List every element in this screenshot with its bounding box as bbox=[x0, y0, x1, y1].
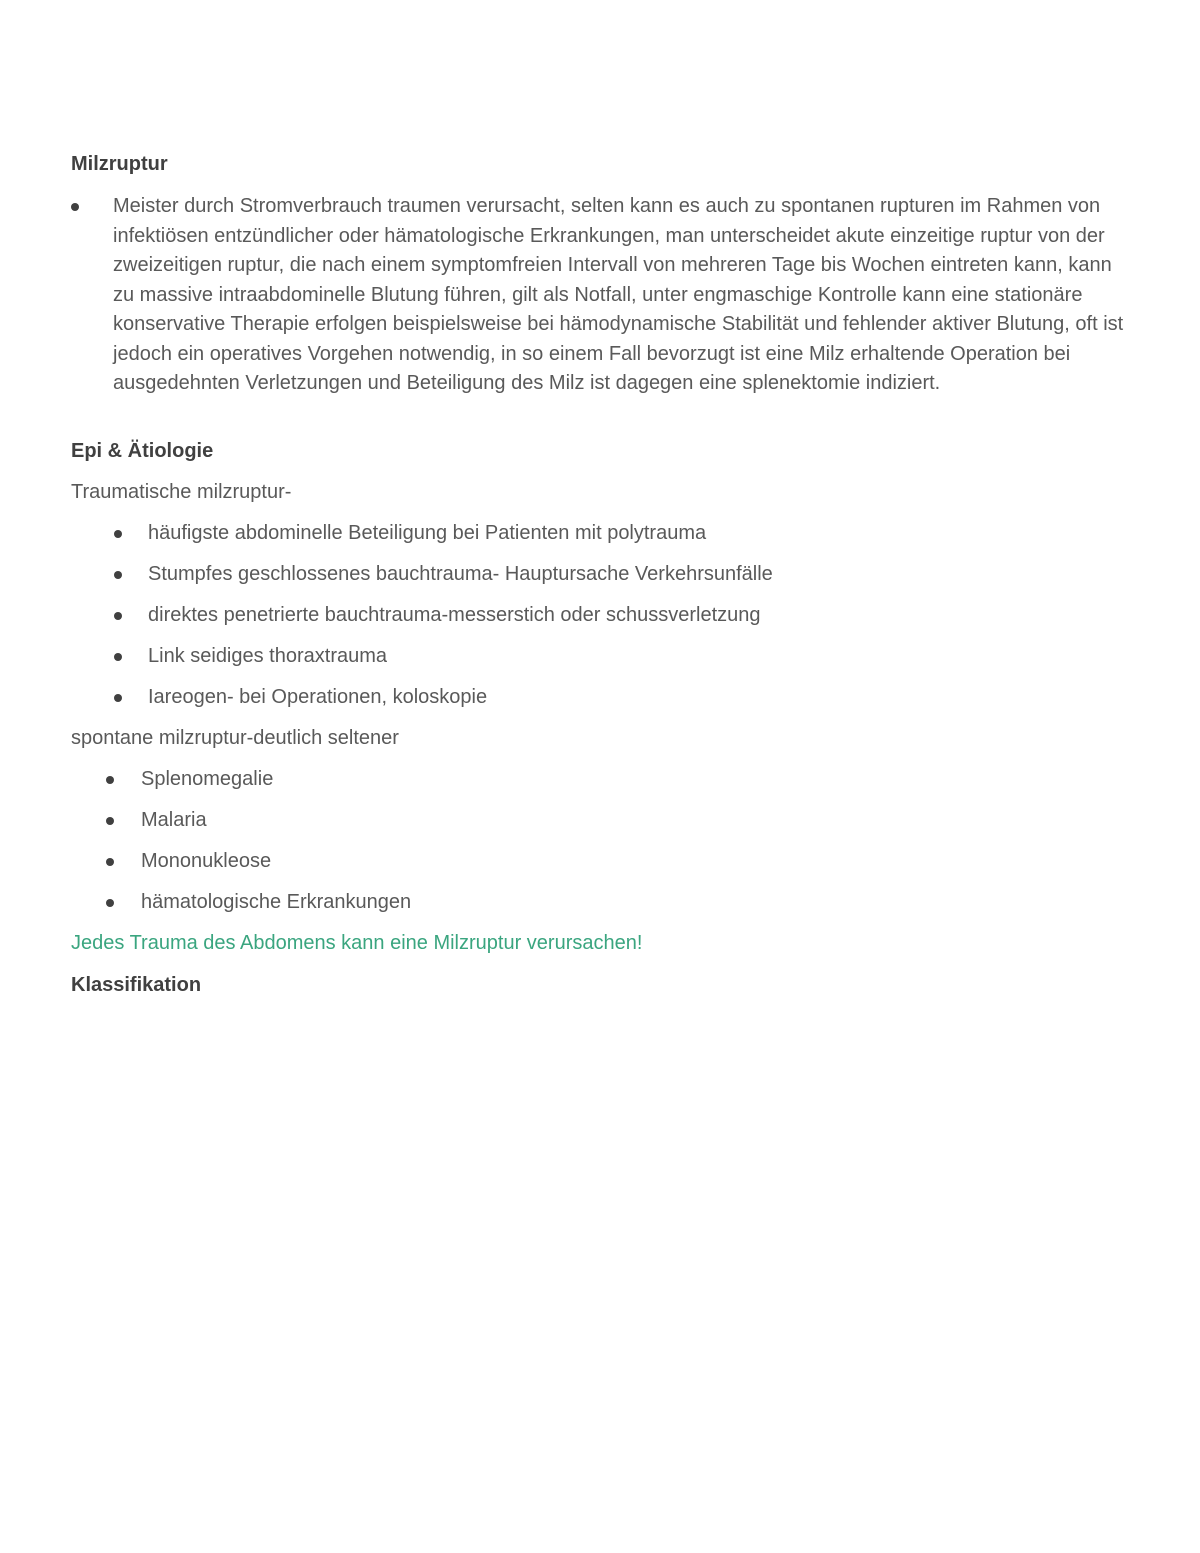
traumatische-label: Traumatische milzruptur- bbox=[71, 481, 292, 503]
spontane-label: spontane milzruptur-deutlich seltener bbox=[71, 727, 399, 749]
bullet-dot bbox=[106, 899, 114, 907]
list-item: Stumpfes geschlossenes bauchtrauma- Hauptursache Verkehrsunfälle bbox=[114, 562, 773, 586]
highlight-note: Jedes Trauma des Abdomens kann eine Milzruptur verursachen! bbox=[71, 932, 643, 954]
list-item: Malaria bbox=[106, 808, 207, 832]
bullet-dot bbox=[106, 858, 114, 866]
bullet-dot bbox=[114, 694, 122, 702]
heading-milzruptur: Milzruptur bbox=[71, 153, 168, 175]
heading-klassifikation: Klassifikation bbox=[71, 974, 202, 996]
bullet-dot bbox=[114, 530, 122, 538]
list-item: Link seidiges thoraxtrauma bbox=[114, 644, 387, 668]
milzruptur-text: Meister durch Stromverbrauch traumen verursacht, selten kann es auch zu spontanen rupturen im Rahmen von infektiösen entzündlicher oder hämatologische Erkrankungen, man unterscheidet akute einzeitige ruptur von der zweizeitigen ruptur, die nach einem symptomfreien Intervall von mehreren Tage bis Wochen eintreten kann, kann zu massive intraabdominelle Blutung führen, gilt als Notfall, unter engmaschige Kontrolle kann eine stationäre konservative Therapie erfolgen beispielsweise bei hämodynamische Stabilität und fehlender aktiver Blutung, oft ist jedoch ein operatives Vorgehen notwendig, in so einem Fall bevorzugt ist eine Milz erhaltende Operation bei ausgedehnten Verletzungen und Beteiligung des Milz ist dagegen eine splenektomie indiziert. bbox=[113, 195, 1124, 394]
list-item: hämatologische Erkrankungen bbox=[106, 890, 411, 914]
list-item: Splenomegalie bbox=[106, 767, 273, 791]
list-item: Iareogen- bei Operationen, koloskopie bbox=[114, 685, 487, 709]
bullet-dot bbox=[71, 203, 79, 211]
bullet-dot bbox=[106, 817, 114, 825]
bullet-dot bbox=[114, 612, 122, 620]
heading-epi-aetiologie: Epi & Ätiologie bbox=[71, 440, 214, 462]
milzruptur-bullet bbox=[71, 192, 1131, 399]
bullet-dot bbox=[114, 653, 122, 661]
list-item: häufigste abdominelle Beteiligung bei Patienten mit polytrauma bbox=[114, 521, 706, 545]
list-item: Mononukleose bbox=[106, 849, 271, 873]
bullet-dot bbox=[114, 571, 122, 579]
list-item: direktes penetrierte bauchtrauma-messerstich oder schussverletzung bbox=[114, 603, 761, 627]
bullet-dot bbox=[106, 776, 114, 784]
